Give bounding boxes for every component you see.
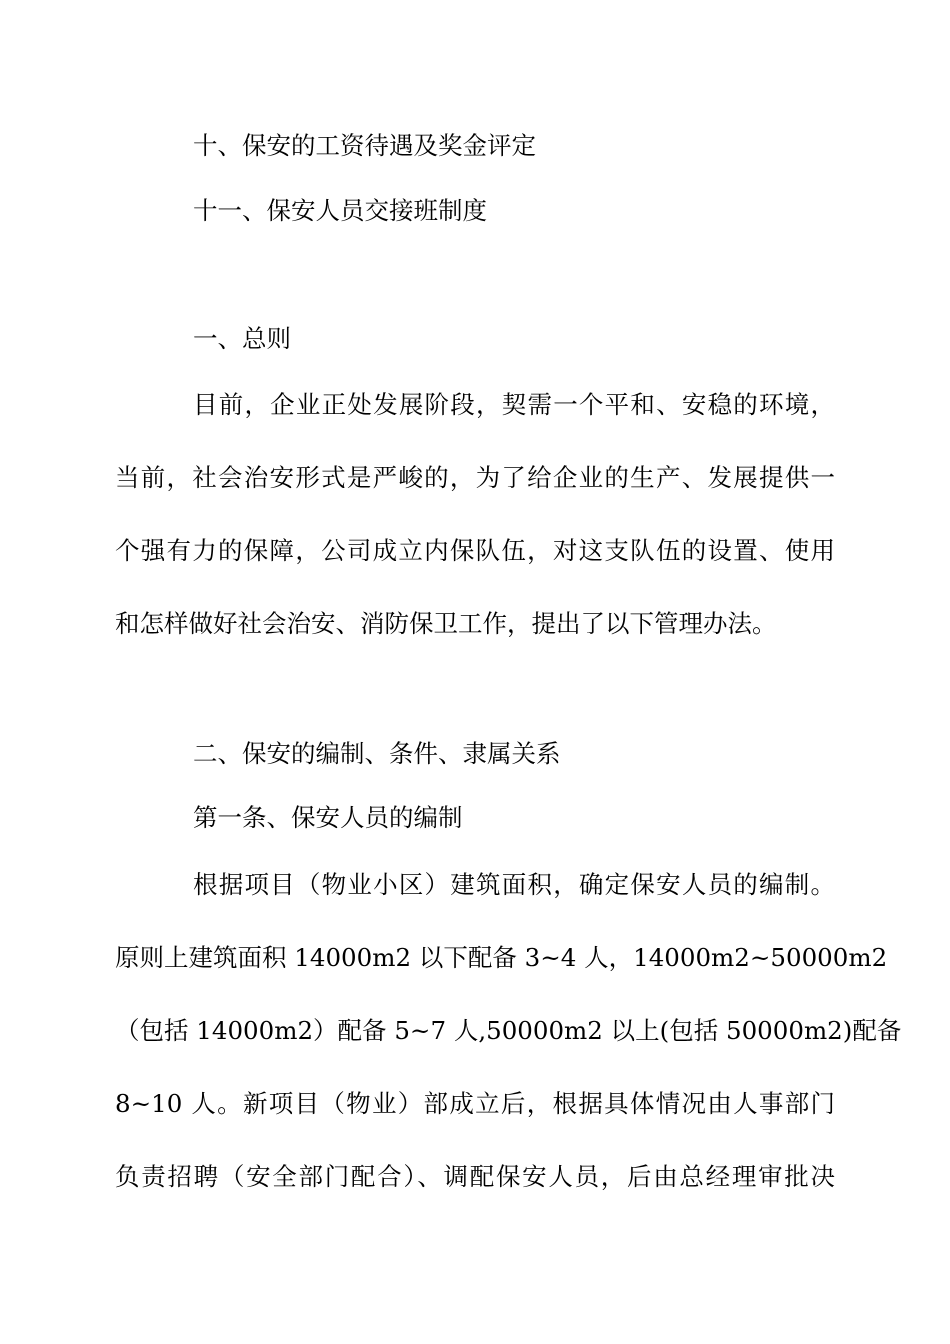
paragraph-line: 和怎样做好社会治安、消防保卫工作，提出了以下管理办法。 xyxy=(115,609,777,638)
paragraph-line: 个强有力的保障，公司成立内保队伍，对这支队伍的设置、使用 xyxy=(115,536,835,565)
toc-item-11: 十一、保安人员交接班制度 xyxy=(193,196,487,225)
section-heading-staffing: 二、保安的编制、条件、隶属关系 xyxy=(193,739,561,768)
paragraph-line: 负责招聘（安全部门配合）、调配保安人员，后由总经理审批决 xyxy=(115,1162,835,1191)
paragraph-line: （包括 14000m2）配备 5~7 人,50000m2 以上(包括 50000m2)配备 xyxy=(115,1016,902,1045)
section-heading-general: 一、总则 xyxy=(193,324,291,353)
toc-item-10: 十、保安的工资待遇及奖金评定 xyxy=(193,131,536,160)
paragraph-line: 目前，企业正处发展阶段，契需一个平和、安稳的环境， xyxy=(193,390,835,419)
paragraph-line: 根据项目（物业小区）建筑面积，确定保安人员的编制。 xyxy=(193,870,835,899)
article-title: 第一条、保安人员的编制 xyxy=(193,803,463,832)
paragraph-line: 原则上建筑面积 14000m2 以下配备 3~4 人，14000m2~50000m2 xyxy=(115,943,888,972)
paragraph-line: 8~10 人。新项目（物业）部成立后，根据具体情况由人事部门 xyxy=(115,1089,835,1118)
paragraph-line: 当前，社会治安形式是严峻的，为了给企业的生产、发展提供一 xyxy=(115,463,835,492)
